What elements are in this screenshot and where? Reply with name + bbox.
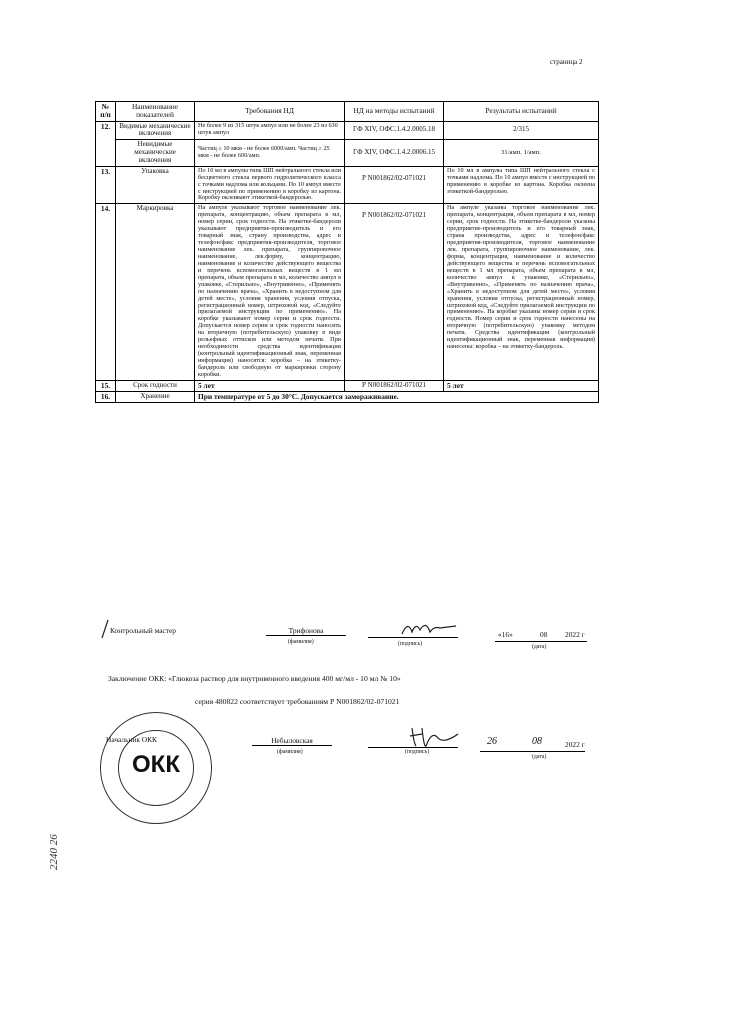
header-requirements: Требования НД <box>195 102 345 122</box>
chief-year: 2022 г <box>565 740 585 749</box>
result-text: 31/амп. 1/амп. <box>444 140 599 166</box>
date-caption: (дата) <box>532 754 547 760</box>
indicator-name: Невидимые механические включения <box>116 140 195 166</box>
method-text: ГФ XIV, ОФС.1.4.2.0006.15 <box>345 140 444 166</box>
signature-icon <box>400 618 460 638</box>
date-caption: (дата) <box>532 644 547 650</box>
table-row <box>96 166 599 204</box>
row-number: 13. <box>96 166 116 204</box>
method-text: Р N001862/02-071021 <box>345 204 444 380</box>
table-row <box>96 380 599 391</box>
test-results-table <box>95 101 599 403</box>
chief-label: Начальник ОКК <box>106 735 157 744</box>
row-number: 16. <box>96 392 116 403</box>
requirement-text: По 10 мл в ампулы типа ШП нейтрального стекла или бесцветного стекла первого гидролитического класса с точками надлома или кольцами. По 10 ампул вместе с инструкцией по применению в коробку из картона. Коробку оклеивают этикеткой-бандеролью. <box>195 166 345 204</box>
table-row <box>96 140 599 166</box>
stamp-center-text: ОКК <box>132 751 180 778</box>
signature-caption: (подпись) <box>405 749 430 755</box>
conclusion-line-2: серия 480822 соответствует требованиям Р N001862/02-071021 <box>195 697 400 706</box>
result-text: По 10 мл в ампулы типа ШП нейтрального стекла с точками надлома. По 10 ампул вместе с инструкцией по применению в коробке из картона. Коробка оклеена этикеткой-бандеролью. <box>444 166 599 204</box>
result-text: 5 лет <box>444 380 599 391</box>
table-header-row <box>96 102 599 122</box>
signature-caption: (подпись) <box>398 641 423 647</box>
row-number: 14. <box>96 204 116 380</box>
row-number: 12. <box>96 121 116 166</box>
header-methods: НД на методы испытаний <box>345 102 444 122</box>
table-row <box>96 392 599 403</box>
margin-note: 2240 26 <box>48 834 60 870</box>
indicator-name: Видимые механические включения <box>116 121 195 140</box>
control-master-surname: Трифонова <box>266 626 346 636</box>
method-text: Р N001862/02-071021 <box>345 380 444 391</box>
indicator-name: Упаковка <box>116 166 195 204</box>
date-line <box>480 750 585 752</box>
table-row <box>96 204 599 380</box>
table-row <box>96 121 599 140</box>
surname-caption: (фамилия) <box>277 749 303 755</box>
signature-icon <box>408 724 463 750</box>
control-month: 08 <box>540 630 548 639</box>
requirement-text: Не более 9 из 315 штук ампул или не более 23 из 630 штук ампул <box>195 121 345 140</box>
requirement-text: 5 лет <box>195 380 345 391</box>
date-line <box>495 640 587 642</box>
indicator-name: Хранение <box>116 392 195 403</box>
chief-day: 26 <box>487 736 497 747</box>
organization-stamp <box>100 712 212 824</box>
chief-month: 08 <box>532 736 542 747</box>
requirement-text: На ампуле указывают торговое наименование лек. препарата, концентрацию, объем препарата в мл, номер серии, срок годности. На этикетке-бандероли указывают предприятие-производитель и его товарный знак, страну производства, адрес и телефон/факс предприятия-производителя, торговое наименование лек. препарата, группировочное наименование, лек.форму, концентрацию, наименование и количество действующего вещества и перечень вспомогательных веществ в 1 мл препарата, объем препарата в мл, количество ампул в упаковке, «Стерильно», «Внутривенно», «Применять по назначению врача», «Хранить в недоступном для детей месте», условия хранения, условия отпуска, регистрационный номер, штриховой код, «Следуйте прилагаемой инструкции по применению». На коробке указывают номер серии и срок годности. Допускается номер серии и срок годности наносить на вторичную (потребительскую) упаковку в виде рельефных оттисков или методом печати. При необходимости средства идентификации (контрольный идентификационный знак, переменная информация) наносятся: коробка – на этикетку-бандероль или свободную от маркировки сторону коробки. <box>195 204 345 380</box>
requirement-text: При температуре от 5 до 30°С. Допускается замораживание. <box>195 392 599 403</box>
surname-caption: (фамилия) <box>288 639 314 645</box>
row-number: 15. <box>96 380 116 391</box>
header-results: Результаты испытаний <box>444 102 599 122</box>
indicator-name: Срок годности <box>116 380 195 391</box>
conclusion-line-1: Заключение ОКК: «Глюкоза раствор для внутривенного введения 400 мг/мл - 10 мл № 10» <box>108 674 401 683</box>
method-text: ГФ XIV, ОФС.1.4.2.0005.18 <box>345 121 444 140</box>
control-year: 2022 г <box>565 630 585 639</box>
page-number: страница 2 <box>550 58 583 66</box>
header-number: № п/п <box>96 102 116 122</box>
result-text: 2/315 <box>444 121 599 140</box>
requirement-text: Частиц ≥ 10 мкм - не более 6000/амп. Частиц ≥ 25 мкм - не более 600/амп. <box>195 140 345 166</box>
header-indicator: Наименование показателей <box>116 102 195 122</box>
control-master-label: Контрольный мастер <box>110 626 176 635</box>
indicator-name: Маркировка <box>116 204 195 380</box>
control-day: «16» <box>498 630 513 639</box>
chief-surname: Небыловская <box>252 736 332 746</box>
result-text: На ампуле указаны торговое наименование лек. препарата, концентрация, объем препарата в мл, номер серии, срок годности. На этикетке-бандероли указаны предприятие-производитель и его товарный знак, страна производства, адрес и телефон/факс предприятия-производителя, торговое наименование лек. препарата, группировочное наименование, лек. форма, концентрация, наименование и количество действующего вещества и перечень вспомогательных веществ в 1 мл препарата, объем препарата в мл, количество ампул в упаковке, «Стерильно», «Внутривенно», «Применять по назначению врача», «Хранить в недоступном для детей месте», условия хранения, условия отпуска, регистрационный номер, штриховой код, «Следуйте прилагаемой инструкции по применению». На коробке указаны номер серии и срок годности. Номер серии и срок годности нанесены на вторичную (потребительскую) упаковку методом печати. Средства идентификации (контрольный идентификационный знак, переменная информация) нанесены: коробка – на этикетку-бандероль. <box>444 204 599 380</box>
method-text: Р N001862/02-071021 <box>345 166 444 204</box>
